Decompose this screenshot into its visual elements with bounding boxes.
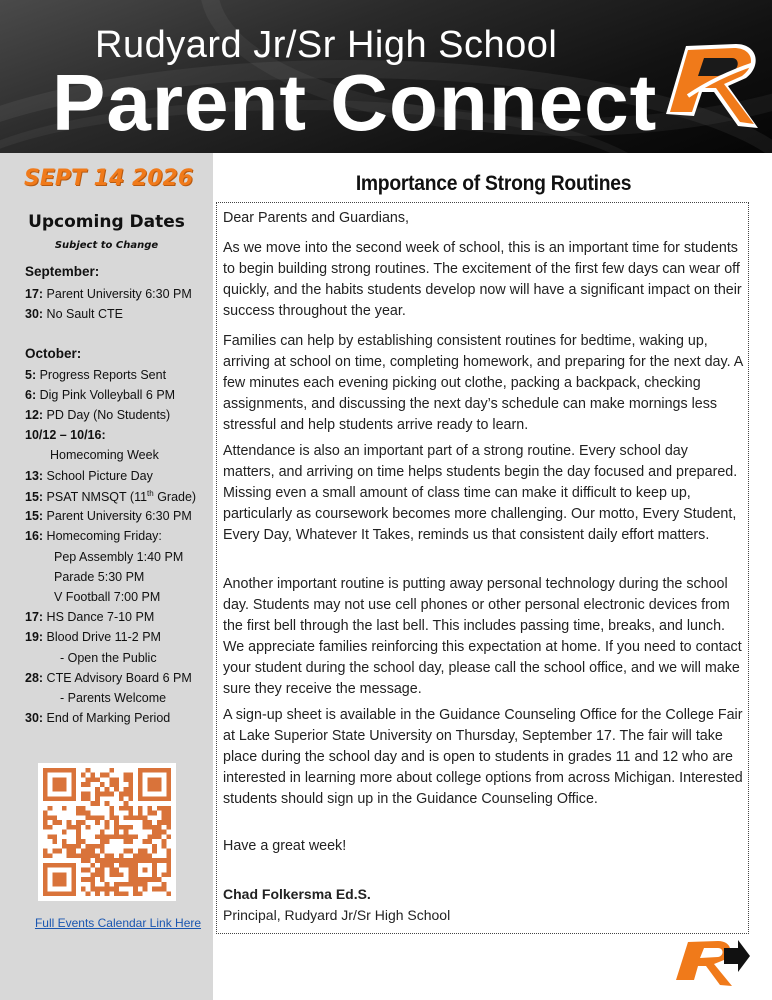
event-item: 17: Parent University 6:30 PM: [25, 287, 192, 301]
qr-code-icon[interactable]: [38, 763, 176, 901]
calendar-link[interactable]: Full Events Calendar Link Here: [34, 916, 202, 930]
event-item: 10/12 – 10/16:: [25, 428, 106, 442]
article-paragraph: Another important routine is putting away personal technology during the school day. Students may not use cell phones or other personal electronic devices from the first bell through the last bell. This includes passing time, breaks, and lunch. We appreciate families reinforcing this expectation at home. If you need to contact your student during the school day, please call the school office, and we will make sure they receive the message.: [223, 576, 742, 697]
article-closing: Have a great week!: [223, 838, 347, 854]
article-greeting: Dear Parents and Guardians,: [223, 210, 409, 226]
event-item: - Open the Public: [60, 651, 157, 665]
october-heading: October:: [25, 346, 82, 361]
event-item: 13: School Picture Day: [25, 469, 153, 483]
signature-title: Principal, Rudyard Jr/Sr High School: [223, 907, 451, 923]
article-title: Importance of Strong Routines: [355, 172, 632, 195]
newsletter-date: SEPT 14 2026: [24, 166, 194, 191]
event-item: 6: Dig Pink Volleyball 6 PM: [25, 388, 176, 402]
newsletter-header: [0, 0, 772, 153]
event-item: 5: Progress Reports Sent: [25, 368, 167, 382]
september-heading: September:: [25, 264, 100, 279]
article-paragraph: A sign-up sheet is available in the Guidance Counseling Office for the College Fair at Lake Superior State University on Thursday, September 17. The fair will take place during the school day and is open to students in grades 11 and 12 who are interested in learning more about college options from across Michigan. Interested students should sign up in the Guidance Counseling Office.: [223, 707, 743, 807]
event-item: 16: Homecoming Friday:: [25, 529, 162, 543]
rudyard-r-arrow-logo-icon: [674, 936, 750, 988]
event-item: 17: HS Dance 7-10 PM: [25, 610, 155, 624]
article-paragraph: As we move into the second week of school, this is an important time for students to begin building strong routines. The excitement of the first few days can wear off quickly, and the habits students develop now will have a significant impact on their success throughout the year.: [223, 240, 742, 319]
school-name: Rudyard Jr/Sr High School: [95, 24, 558, 66]
event-item: 30: End of Marking Period: [25, 711, 171, 725]
upcoming-dates-title: Upcoming Dates: [28, 212, 185, 232]
article-paragraph: Families can help by establishing consistent routines for bedtime, waking up, arriving at school on time, completing homework, and preparing for the next day. A few minutes each evening picking out clothe, packing a backpack, checking assignments, and discussing the next day’s schedule can make mornings less stressful and help students arrive ready to learn.: [223, 333, 743, 433]
upcoming-dates-subtitle: Subject to Change: [54, 240, 159, 251]
event-item: Pep Assembly 1:40 PM: [54, 550, 184, 564]
event-item: 15: Parent University 6:30 PM: [25, 509, 192, 523]
event-item: Homecoming Week: [50, 448, 159, 462]
signature-name: Chad Folkersma Ed.S.: [223, 886, 371, 902]
event-item: 15: PSAT NMSQT (11th Grade): [25, 489, 197, 505]
article-paragraph: Attendance is also an important part of a strong routine. Every school day matters, and arriving on time helps students begin the day focused and prepared. Missing even a small amount of class time can make it difficult to keep up, particularly as coursework becomes more challenging. Our motto, Every Student, Every Day, Whatever It Takes, reminds us that consistent daily effort matters.: [223, 443, 738, 543]
event-item: 28: CTE Advisory Board 6 PM: [25, 671, 192, 685]
rudyard-r-logo-icon: [658, 36, 768, 136]
event-item: V Football 7:00 PM: [54, 590, 161, 604]
event-item: 19: Blood Drive 11-2 PM: [25, 630, 161, 644]
event-item: 12: PD Day (No Students): [25, 408, 171, 422]
event-item: 30: No Sault CTE: [25, 307, 123, 321]
event-item: Parade 5:30 PM: [54, 570, 145, 584]
newsletter-title: Parent Connect: [52, 58, 658, 147]
event-item: - Parents Welcome: [60, 691, 167, 705]
